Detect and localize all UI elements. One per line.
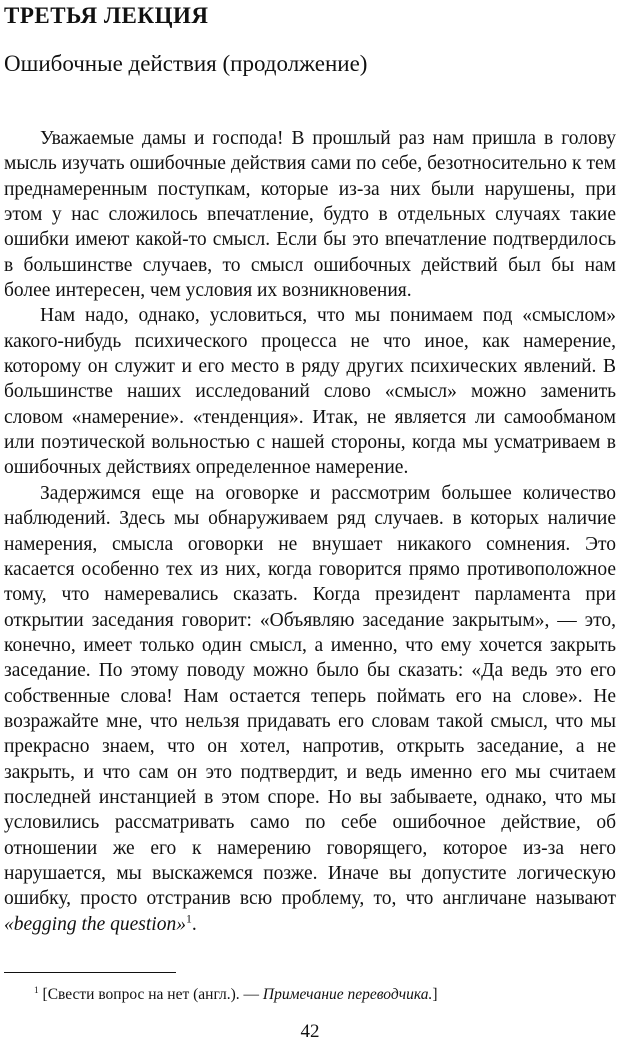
paragraph-1: Уважаемые дамы и господа! В прошлый раз нам пришла в голову мысль изучать ошибочные действия сами по себе, безотносительно к тем преднамеренным поступкам, которые из-за них были нарушены, при этом у нас сложилось впечатление, будто в отдельных случаях такие ошибки имеют какой-то смысл. Если бы это впечатление подтвердилось в большинстве случаев, то смысл ошибочных действий был бы нам более интересен, чем условия их возникновения. <box>4 128 616 302</box>
footnote-text: [Свести вопрос на нет (англ.). — <box>38 986 263 1003</box>
body-text <box>4 126 616 937</box>
footnote-close: ] <box>432 986 438 1003</box>
translator-note: Примечание переводчика. <box>262 986 433 1003</box>
page-number: 42 <box>300 1021 320 1042</box>
english-quote: «begging the question» <box>4 913 186 935</box>
section-title: Ошибочные действия (продолжение) <box>4 51 368 76</box>
footnote-marker: 1 <box>34 985 39 996</box>
footnote-reference: 1 <box>185 912 192 926</box>
paragraph-3-text: Задержимся еще на оговорке и рассмотрим большее количество наблюдений. Здесь мы обнаруживаем ряд случаев. в которых наличие намерения, смысла оговорки не внушает никакого сомнения. Это касается особенно тех из них, когда говорится прямо противоположное тому, что намеревались сказать. Когда президент парламента при открытии заседания говорит: «Объявляю заседание закрытым», — это, конечно, имеет только один смысл, а именно, что ему хочется закрыть заседание. По этому поводу можно было бы сказать: «Да ведь это его собственные слова! Нам остается теперь поймать его на слове». Не возражайте мне, что нельзя придавать его словам такой смысл, что мы прекрасно знаем, что он хотел, напротив, открыть заседание, а не закрыть, и что сам он это подтвердит, и ведь именно его мы считаем последней инстанцией в этом споре. Но вы забываете, однако, что мы условились рассматривать само по себе ошибочное действие, об отношении же его к намерению говорящего, которое из-за него нарушается, мы выскажемся позже. Иначе вы допустите логическую ошибку, просто отстранив всю проблему, то, что англичане называют <box>4 482 616 910</box>
paragraph-2: Нам надо, однако, условиться, что мы понимаем под «смыслом» какого-нибудь психического процесса не что иное, как намерение, которому он служит и его место в ряду других психических явлений. В большинстве наших исследований слово «смысл» можно заменить словом «намерение». «тенденция». Итак, не является ли самообманом или поэтической вольностью с нашей стороны, когда мы усматриваем в ошибочных действиях определенное намерение. <box>4 305 616 479</box>
chapter-title: ТРЕТЬЯ ЛЕКЦИЯ <box>4 3 209 28</box>
footnote <box>34 985 616 1005</box>
paragraph-3-end: . <box>191 913 197 935</box>
paragraph-3 <box>4 481 616 937</box>
footnote-divider <box>4 972 176 973</box>
